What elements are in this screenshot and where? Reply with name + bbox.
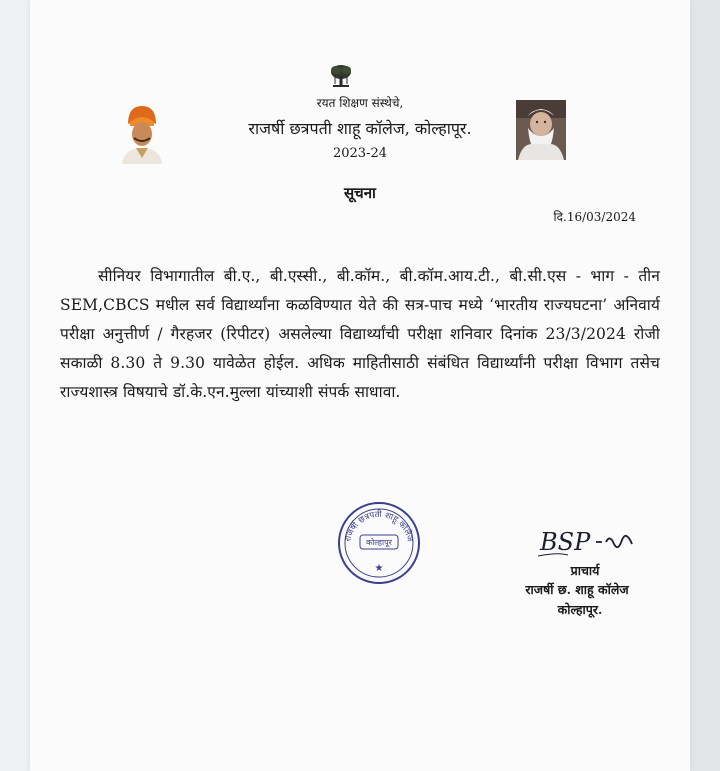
college-seal — [336, 500, 422, 586]
handwritten-signature — [538, 520, 648, 560]
seal-center-text: कोल्हापूर — [366, 538, 392, 547]
page-right-margin — [690, 0, 720, 771]
academic-year: 2023-24 — [332, 146, 388, 161]
signatory-title: प्राचार्य — [570, 563, 600, 578]
college-name: राजर्षी छत्रपती शाहू कॉलेज, कोल्हापूर. — [248, 119, 472, 138]
banyan-tree-icon — [330, 64, 352, 88]
signatory-city: कोल्हापूर. — [557, 602, 603, 617]
notice-body: सीनियर विभागातील बी.ए., बी.एस्सी., बी.कॉम., बी.कॉम.आय.टी., बी.सी.एस - भाग - तीन SEM,CBCS मधील सर्व विद्यार्थ्यांना कळविण्यात येते की सत्र-पाच मध्ये ‘भारतीय राज्यघटना’ अनिवार्य परीक्षा अनुत्तीर्ण / गैरहजर (रिपीटर) असलेल्या विद्यार्थ्यांची परीक्षा शनिवार दिनांक 23/3/2024 रोजी सकाळी 8.30 ते 9.30 यावेळेत होईल. अधिक माहितीसाठी संबंधित विद्यार्थ्यांनी परीक्षा विभाग तसेच राज्यशास्त्र विषयाचे डॉ.के.एन.मुल्ला यांच्याशी संपर्क साधावा. — [60, 267, 660, 401]
signature-text: BSP — [540, 528, 591, 556]
notice-date: दि.16/03/2024 — [553, 210, 636, 224]
seal-ring-text: राजर्षी छत्रपती शाहू कॉलेज — [343, 509, 415, 543]
signatory-college: राजर्षी छ. शाहू कॉलेज — [525, 582, 629, 597]
organization-line: रयत शिक्षण संस्थेचे, — [316, 96, 404, 110]
notice-heading: सूचना — [344, 184, 376, 202]
seal-star-icon: ★ — [374, 563, 384, 574]
page-left-margin — [0, 0, 30, 771]
